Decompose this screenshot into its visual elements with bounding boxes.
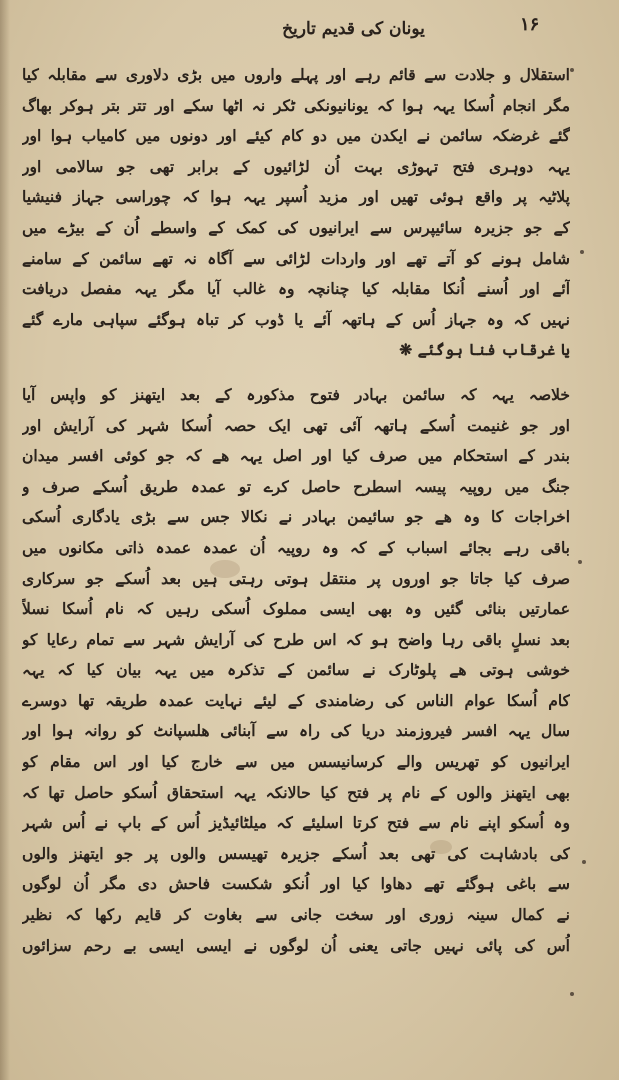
text-line: آئے اور اُسنے اُنکا مقابلہ کیا چنانچہ وہ غالب آیا مگر یہہ مفصل دریافت	[22, 279, 570, 299]
margin-dot	[570, 68, 574, 72]
text-line: اور جو غنیمت اُسکے ہاتھہ آئی تھی ایک حصہ اُسکا شہر کی آرایش اور	[22, 415, 570, 435]
text-line: اُس کی پائی نہیں جاتی یعنی اُن لوگوں نے ایسی ایسی بے رحم سزائوں	[22, 935, 570, 955]
text-line: کام اُسکا عوام الناس کی رضامندی کے لیئے نہایت عمدہ طریقہ تھا دوسرے	[22, 690, 570, 710]
text-line: سے باغی ہوگئے تھے دھاوا کیا اور اُنکو شکست فاحش دی مگر اُن لوگوں	[22, 874, 570, 894]
running-title: یونان کی قدیم تاریخ	[282, 19, 425, 39]
text-line: عمارتیں بنائی گئیں وہ بھی ایسی مملوک اُسکی رہیں کہ نام اُسکا نسلاً	[22, 599, 570, 619]
page-edge-shadow	[0, 0, 10, 1080]
text-line: شامل ہونے کو آتے تھے اور واردات لڑائی سے آگاہ نہ تھے سائمن کے سامنے	[22, 248, 570, 268]
text-line: جنگ میں روپیہ پیسہ اسطرح حاصل کرے تو عمدہ طریق اُسکے صرف و	[22, 476, 570, 496]
text-line: کی بادشاہت کی تھی بعد اُسکے جزیرہ تھیسس والوں پر جو ایتھنز والوں	[22, 843, 570, 863]
text-line: پلاٹیہ پر واقع ہوئی تھیں اور مزید اُسپر یہہ ہوا کہ چوراسی جہاز فنیشیا	[22, 187, 570, 207]
text-line: کے جو جزیرہ سائیپرس سے ایرانیوں کی کمک کے واسطے اُن کے بیڑے میں	[22, 217, 570, 237]
text-line: بندر کے استحکام میں صرف کیا اور اصل یہہ ھے کہ جو کوئی افسر میدان	[22, 446, 570, 466]
text-line: باقی رہے بجائے اسباب کے کہ وہ روپیہ اُن عمدہ عمدہ ذاتی مکانوں میں	[22, 537, 570, 557]
text-line: نے کمال سینہ زوری اور سخت جانی سے بغاوت کر قایم رکھا کہ نظیر	[22, 905, 570, 925]
text-line: یا غرقاب فنا ہوگئے ❋	[399, 340, 570, 360]
margin-dot	[578, 560, 582, 564]
text-line: سال یہہ افسر فیروزمند دریا کی راہ سے آبنائی ھلسپانٹ کو روانہ ہوا اور	[22, 721, 570, 741]
text-line: گئے غرضکہ سائمن نے ایکدن میں دو کام کیئے اور دونوں میں کامیاب ہوا اور	[22, 126, 570, 146]
paragraph-1	[22, 60, 570, 366]
text-line: خوشی ہوتی ھے پلوٹارک نے سائمن کے تذکرہ میں یہہ بیان کیا کہ یہہ	[22, 660, 570, 680]
margin-dot	[582, 860, 586, 864]
text-line: صرف کیا جاتا جو اوروں پر منتقل ہوتی رہتی ہیں بعد اُسکے جو سرکاری	[22, 568, 570, 588]
page-number: ۱۶	[520, 14, 540, 35]
page-header	[150, 14, 557, 44]
text-line: مگر انجام اُسکا یہہ ہوا کہ یونانیونکی ٹکر نہ اٹھا سکے اور تتر بتر ہوکر بھاگ	[22, 95, 570, 115]
paragraph-2	[22, 380, 570, 961]
body-text	[22, 60, 570, 961]
text-line: اخراجات کا وہ ھے جو سائیمن بہادر نے نکالا جس سے بڑی یادگاری اُسکی	[22, 507, 570, 527]
text-line: خلاصہ یہہ کہ سائمن بہادر فتوح مذکورہ کے بعد ایتھنز کو واپس آیا	[22, 384, 570, 404]
margin-dot	[580, 250, 584, 254]
text-line: یہہ دوہری فتح تہوڑی بہت اُن لڑائیوں کے برابر تھی جو سالامی اور	[22, 156, 570, 176]
text-line: بھی ایتھنز والوں کے نام پر فتح کیا حالانکہ یہہ استحقاق اُسکو حاصل تھا کہ	[22, 782, 570, 802]
text-line: استقلال و جلادت سے قائم رہے اور پہلے واروں میں بڑی دلاوری سے مقابلہ کیا	[22, 65, 570, 84]
text-line: نہیں کہ وہ جہاز اُس کے ہاتھہ آئے یا ڈوب کر تباہ ہوگئے سپاہی مارے گئے	[22, 309, 570, 329]
text-line: ایرانیوں کو تھریس والے کرسانیسس میں سے خارج کیا اور اس مقام کو	[22, 752, 570, 772]
text-line: بعد نسلٍ باقی رہا واضح ہو کہ اس طرح کی آرایش شہر سے تمام رعایا کو	[22, 629, 570, 649]
text-line: وہ اُسکو اپنے نام سے فتح کرتا اسلیئے کہ میلٹائیڈیز اُس کے باپ نے اُس شہر	[22, 813, 570, 833]
margin-dot	[570, 992, 574, 996]
